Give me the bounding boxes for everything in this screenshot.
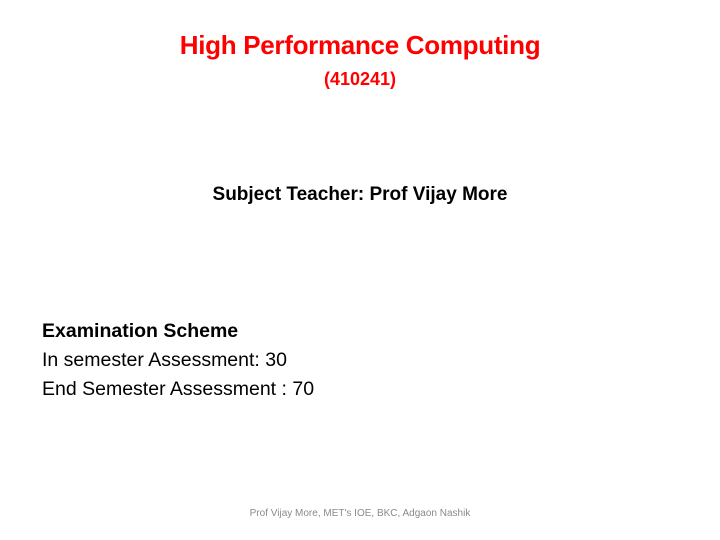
examination-scheme [42,317,314,404]
course-code: (410241) [323,69,397,89]
end-semester-assessment: End Semester Assessment : 70 [42,378,315,400]
slide-title: High Performance Computing [179,30,541,60]
subject-teacher: Subject Teacher: Prof Vijay More [212,184,508,205]
examination-scheme-heading: Examination Scheme [42,320,239,342]
in-semester-assessment: In semester Assessment: 30 [42,349,287,371]
slide-footer: Prof Vijay More, MET's IOE, BKC, Adgaon Nashik [249,508,471,519]
